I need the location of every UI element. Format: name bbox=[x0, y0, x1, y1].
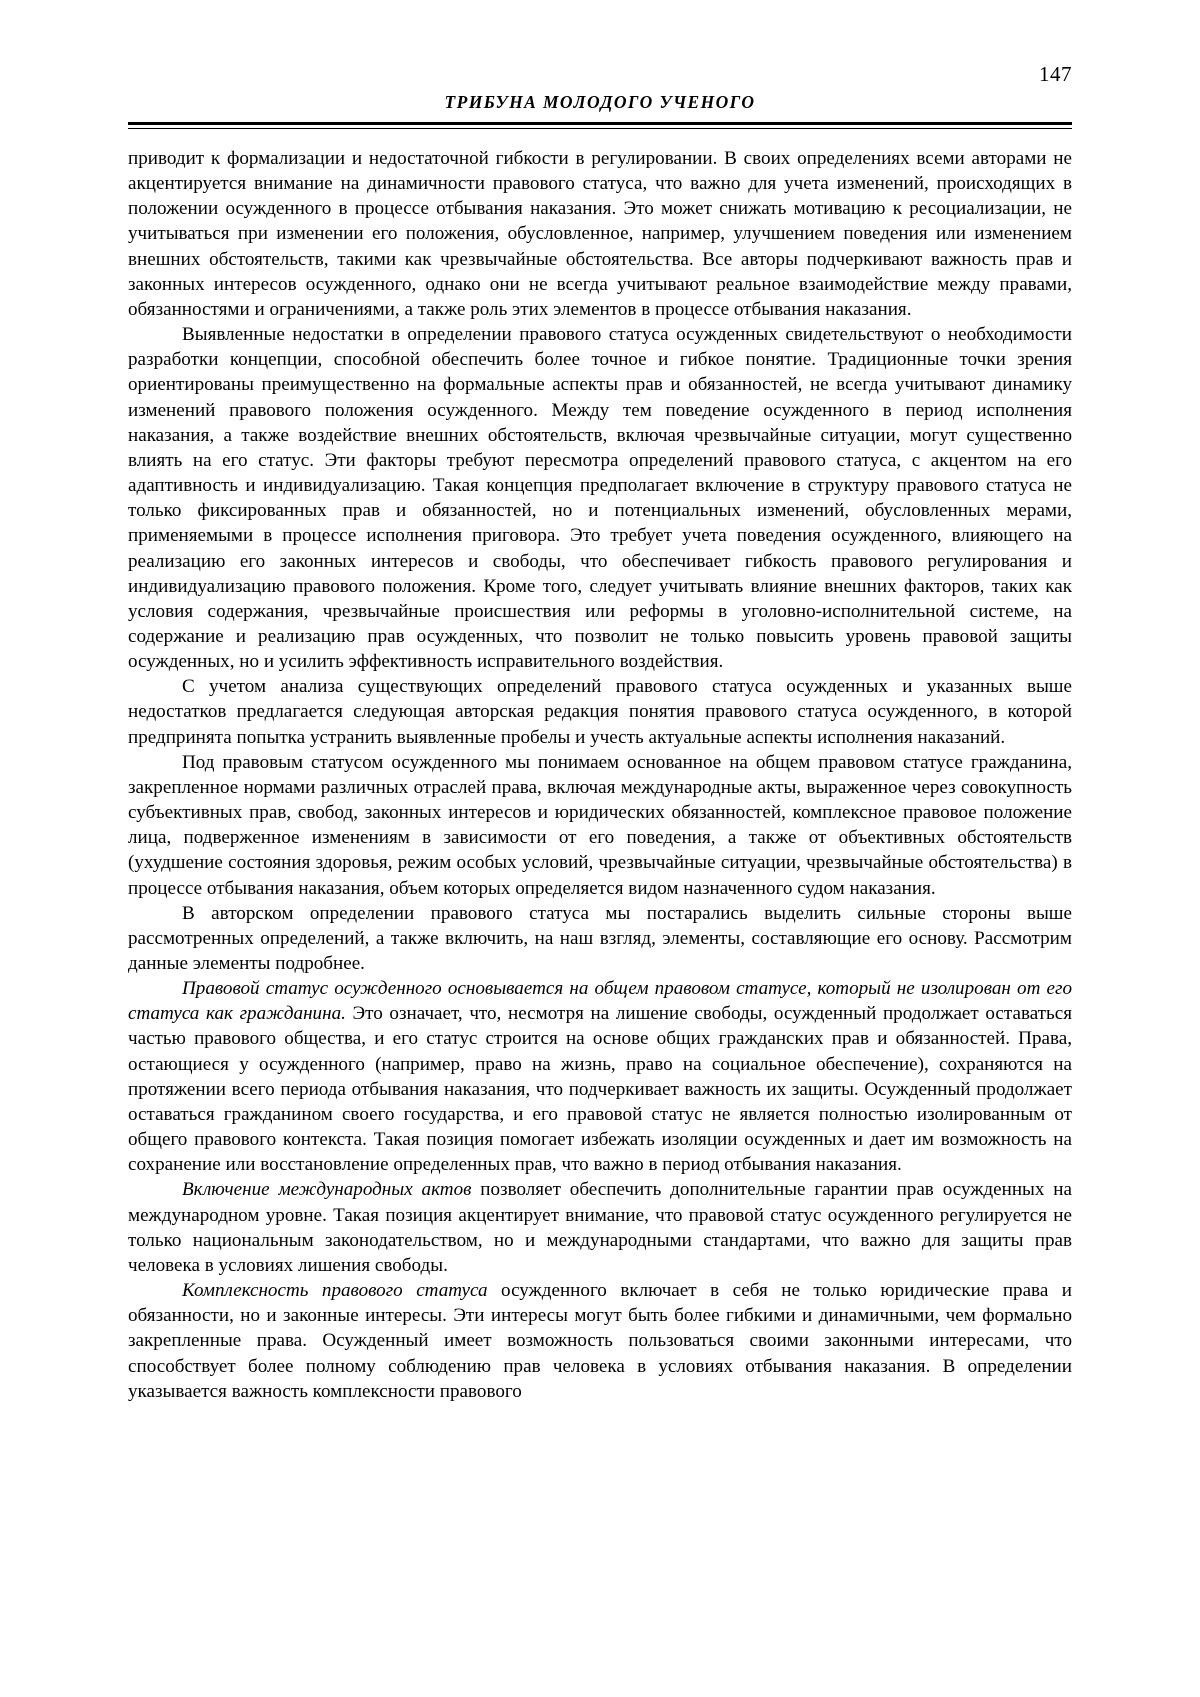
paragraph-text: Выявленные недостатки в определении правового статуса осужденных свидетельствуют о необходимости разработки концепции, способной обеспечить более точное и гибкое понятие. Традиционные точки зрения ориентированы преимущественно на формальные аспекты прав и обязанностей, не всегда учитывают динамику изменений правового положения осужденного. Между тем поведение осужденного в период исполнения наказания, а также воздействие внешних обстоятельств, включая чрезвычайные ситуации, могут существенно влиять на его статус. Эти факторы требуют пересмотра определений правового статуса, с акцентом на его адаптивность и индивидуализацию. Такая концепция предполагает включение в структуру правового статуса не только фиксированных прав и обязанностей, но и потенциальных изменений, обусловленных мерами, применяемыми в процессе исполнения приговора. Это требует учета поведения осужденного, влияющего на реализацию его законных интересов и свободы, что обеспечивает гибкость правового регулирования и индивидуализацию правового положения. Кроме того, следует учитывать влияние внешних факторов, таких как условия содержания, чрезвычайные происшествия или реформы в уголовно-исполнительной системе, на содержание и реализацию прав осужденных, что позволит не только повысить уровень правовой защиты осужденных, но и усилить эффективность исправительного воздействия. bbox=[128, 324, 1072, 673]
body-paragraph bbox=[128, 1278, 1072, 1404]
paragraph-text: В авторском определении правового статуса мы постарались выделить сильные стороны выше рассмотренных определений, а также включить, на наш взгляд, элементы, составляющие его основу. Рассмотрим данные элементы подробнее. bbox=[128, 902, 1072, 974]
body-paragraph bbox=[128, 750, 1072, 901]
body-paragraph bbox=[128, 1177, 1072, 1278]
page-number: 147 bbox=[1039, 62, 1072, 86]
article-body bbox=[128, 146, 1072, 1404]
paragraph-text: С учетом анализа существующих определений правового статуса осужденных и указанных выше недостатков предлагается следующая авторская редакция понятия правового статуса осужденного, в которой предпринята попытка устранить выявленные пробелы и учесть актуальные аспекты исполнения наказаний. bbox=[128, 676, 1072, 748]
paragraph-text: позволяет обеспечить дополнительные гарантии прав осужденных на международном уровне. Такая позиция акцентирует внимание, что правовой статус осужденного регулируется не только национальным законодательством, но и международными стандартами, что важно для защиты прав человека в условиях лишения свободы. bbox=[128, 1179, 1072, 1276]
emphasis-text: Правовой статус осужденного основывается на общем правовом статусе, который не изолирован от его статуса как гражданина. bbox=[128, 978, 1072, 1025]
running-head: ТРИБУНА МОЛОДОГО УЧЕНОГО bbox=[444, 92, 756, 112]
paragraph-text: приводит к формализации и недостаточной гибкости в регулировании. В своих определениях всеми авторами не акцентируется внимание на динамичности правового статуса, что важно для учета изменений, происходящих в положении осужденного в процессе отбывания наказания. Это может снижать мотивацию к ресоциализации, не учитываться при изменении его положения, обусловленное, например, улучшением поведения или изменением внешних обстоятельств, такими как чрезвычайные обстоятельства. Все авторы подчеркивают важность прав и законных интересов осужденного, однако они не всегда учитывают реальное взаимодействие между правами, обязанностями и ограничениями, а также роль этих элементов в процессе отбывания наказания. bbox=[128, 148, 1072, 320]
emphasis-text: Комплексность правового статуса bbox=[182, 1280, 488, 1302]
body-paragraph bbox=[128, 674, 1072, 749]
paragraph-text: осужденного включает в себя не только юридические права и обязанности, но и законные интересы. Эти интересы могут быть более гибкими и динамичными, чем формально закрепленные права. Осужденный имеет возможность пользоваться своими законными интересами, что способствует более полному соблюдению прав человека в условиях отбывания наказания. В определении указывается важность комплексности правового bbox=[128, 1280, 1072, 1402]
emphasis-text: Включение международных актов bbox=[182, 1179, 472, 1201]
header-divider bbox=[128, 122, 1072, 129]
body-paragraph bbox=[128, 901, 1072, 976]
body-paragraph bbox=[128, 146, 1072, 322]
body-paragraph bbox=[128, 322, 1072, 674]
body-paragraph bbox=[128, 976, 1072, 1177]
paragraph-text: Под правовым статусом осужденного мы понимаем основанное на общем правовом статусе гражданина, закрепленное нормами различных отраслей права, включая международные акты, выраженное через совокупность субъективных прав, свобод, законных интересов и юридических обязанностей, комплексное правовое положение лица, подверженное изменениям в зависимости от его поведения, а также от объективных обстоятельств (ухудшение состояния здоровья, режим особых условий, чрезвычайные ситуации, чрезвычайные обстоятельства) в процессе отбывания наказания, объем которых определяется видом назначенного судом наказания. bbox=[128, 751, 1072, 899]
paragraph-text: Это означает, что, несмотря на лишение свободы, осужденный продолжает оставаться частью правового общества, и его статус строится на основе общих гражданских прав и обязанностей. Права, остающиеся у осужденного (например, право на жизнь, право на социальное обеспечение), сохраняются на протяжении всего периода отбывания наказания, что подчеркивает важность их защиты. Осужденный продолжает оставаться гражданином своего государства, и его правовой статус не является полностью изолированным от общего правового контекста. Такая позиция помогает избежать изоляции осужденных и дает им возможность на сохранение или восстановление определенных прав, что важно в период отбывания наказания. bbox=[128, 1003, 1072, 1176]
